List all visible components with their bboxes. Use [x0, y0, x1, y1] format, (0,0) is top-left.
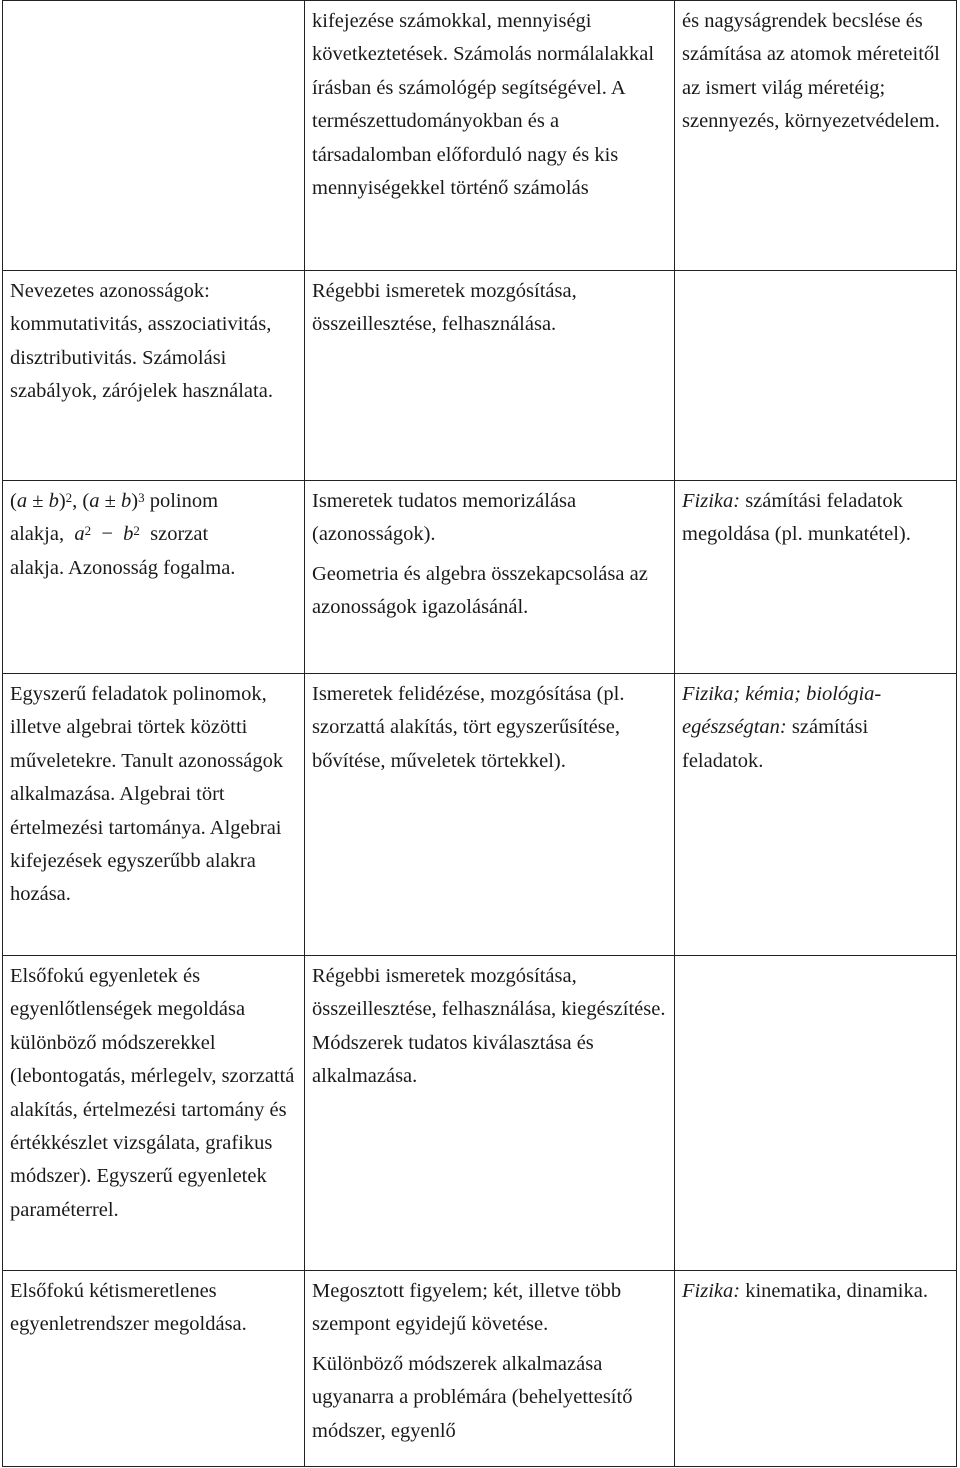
activity-text: Megosztott figyelem; két, illetve több szempont egyidejű követése.	[312, 1280, 622, 1336]
topic-text: Egyszerű feladatok polinomok, illetve algebrai törtek közötti műveletekre. Tanult azonosságok alkalmazása. Algebrai tört értelmezési tartománya. Algebrai kifejezések egyszerűbb alakra hozása.	[10, 683, 284, 906]
table-row	[3, 1271, 957, 1467]
activity-cell	[305, 674, 675, 956]
topic-cell	[3, 956, 305, 1271]
topic-cell	[3, 271, 305, 481]
topic-cell	[3, 674, 305, 956]
connection-text: és nagyságrendek becslése és számítása az atomok méreteitől az ismert világ méretéig; szennyezés, környezetvédelem.	[682, 10, 940, 133]
connection-cell	[675, 481, 957, 674]
subject-label: Fizika; kémia; biológia-egészségtan:	[682, 683, 882, 739]
table-row	[3, 956, 957, 1271]
topic-cell	[3, 1, 305, 271]
connection-cell	[675, 1271, 957, 1467]
topic-cell	[3, 481, 305, 674]
topic-text: Elsőfokú egyenletek és egyenlőtlenségek megoldása különböző módszerekkel (lebontogatás, mérlegelv, szorzattá alakítás, értelmezési tartomány és értékkészlet vizsgálata, grafikus módszer). Egyszerű egyenletek paraméterrel.	[10, 965, 295, 1221]
subject-label: Fizika:	[682, 1280, 741, 1302]
activity-text: Ismeretek tudatos memorizálása (azonosságok).	[312, 490, 577, 546]
activity-text: Régebbi ismeretek mozgósítása, összeillesztése, felhasználása, kiegészítése. Módszerek tudatos kiválasztása és alkalmazása.	[312, 965, 666, 1088]
connection-cell	[675, 674, 957, 956]
connection-text: Fizika; kémia; biológia-egészségtan: számítási feladatok.	[682, 683, 882, 772]
activity-text: Geometria és algebra összekapcsolása az azonosságok igazolásánál.	[312, 562, 648, 619]
topic-text: Elsőfokú kétismeretlenes egyenletrendszer megoldása.	[10, 1280, 247, 1336]
table-row	[3, 481, 957, 674]
connection-cell	[675, 271, 957, 481]
connection-cell	[675, 956, 957, 1271]
activity-text: kifejezése számokkal, mennyiségi következtetések. Számolás normálalakkal írásban és számológép segítségével. A természettudományokban és a társadalomban előforduló nagy és kis mennyiségekkel történő számolás	[312, 10, 655, 200]
subject-label: Fizika:	[682, 490, 741, 512]
activity-cell	[305, 956, 675, 1271]
activity-text: Régebbi ismeretek mozgósítása, összeillesztése, felhasználása.	[312, 280, 577, 336]
identity-formula-text: $(a \pm b)^2$, $(a \pm b)^3$ polinom alakja, $a^2 - b^2$ szorzat alakja. Azonosság fogalma.	[10, 490, 236, 579]
activity-text: Különböző módszerek alkalmazása ugyanarra a problémára (behelyettesítő módszer, egyenlő	[312, 1352, 633, 1442]
table-row	[3, 1, 957, 271]
activity-cell	[305, 481, 675, 674]
activity-cell	[305, 1271, 675, 1467]
table-row	[3, 674, 957, 956]
table-row	[3, 271, 957, 481]
activity-cell	[305, 271, 675, 481]
curriculum-table	[2, 0, 957, 1467]
connection-text: Fizika: kinematika, dinamika.	[682, 1280, 928, 1302]
activity-text: Ismeretek felidézése, mozgósítása (pl. szorzattá alakítás, tört egyszerűsítése, bővítése, műveletek törtekkel).	[312, 683, 625, 772]
activity-cell	[305, 1, 675, 271]
connection-cell	[675, 1, 957, 271]
connection-text: Fizika: számítási feladatok megoldása (pl. munkatétel).	[682, 490, 911, 546]
topic-text: Nevezetes azonosságok: kommutativitás, asszociativitás, disztributivitás. Számolási szabályok, zárójelek használata.	[10, 280, 273, 403]
topic-cell	[3, 1271, 305, 1467]
